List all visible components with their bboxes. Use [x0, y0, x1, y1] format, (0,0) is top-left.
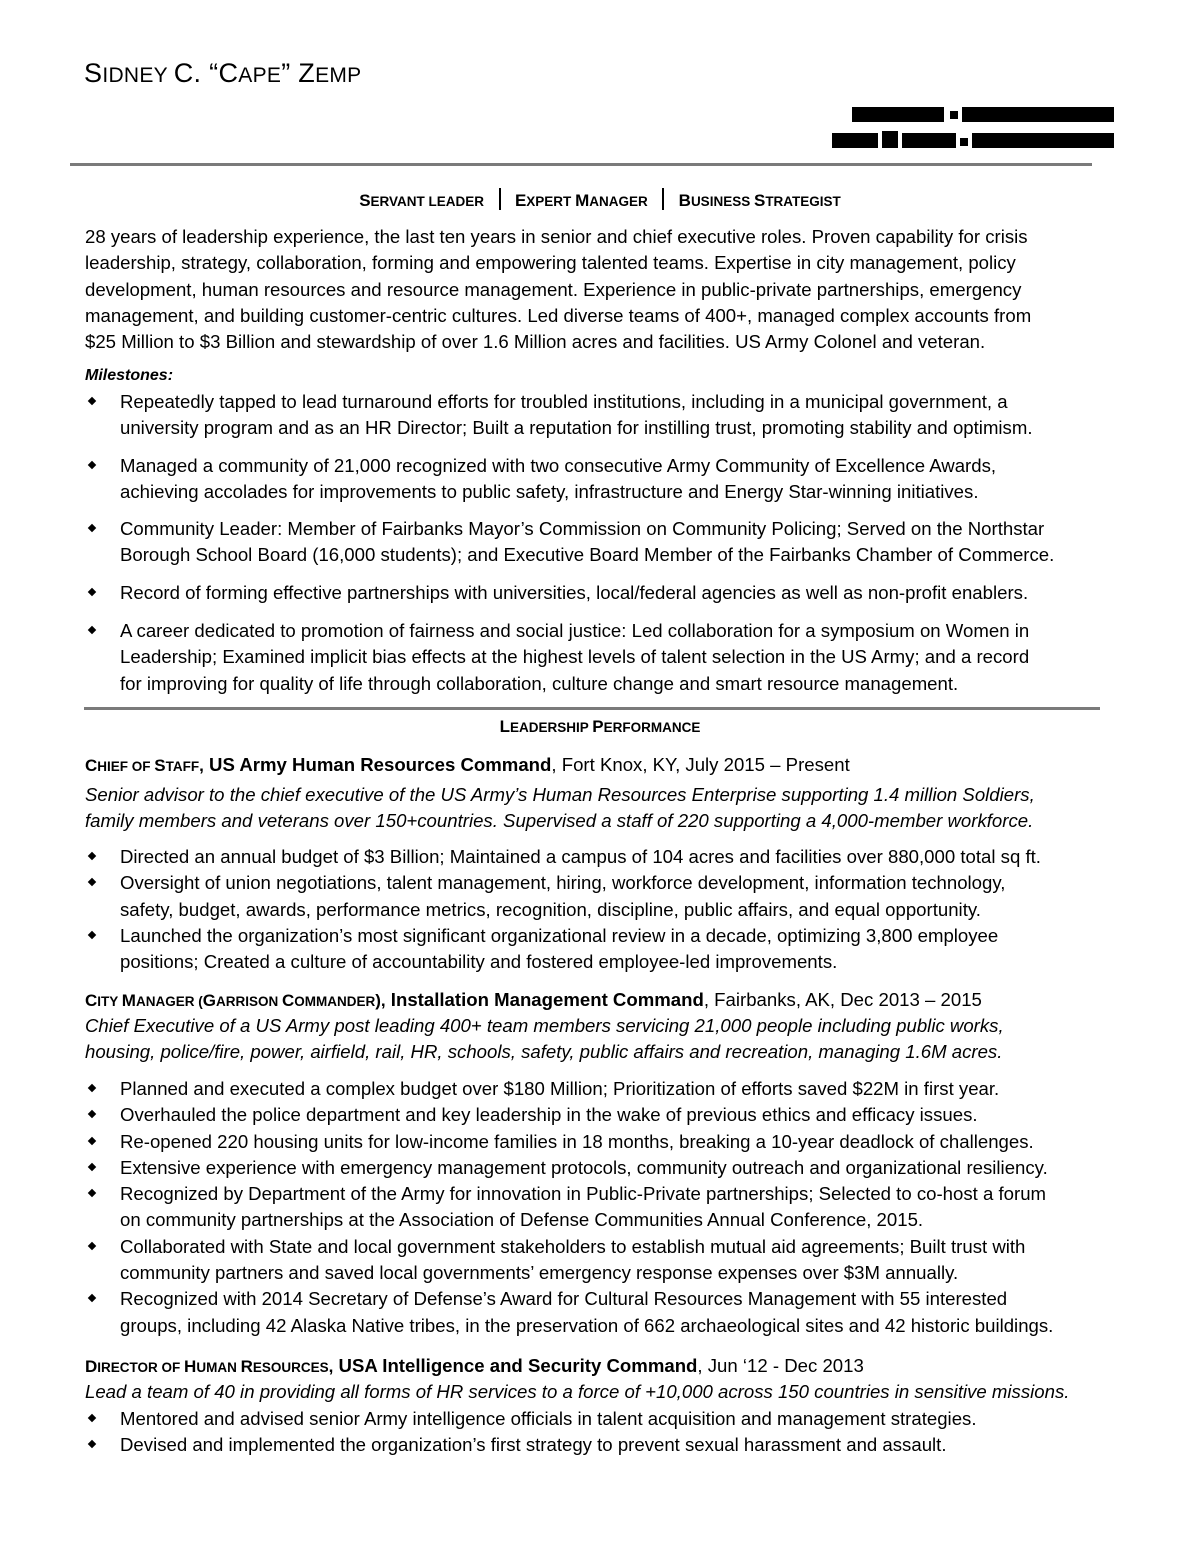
list-item: Recognized by Department of the Army for innovation in Public-Private partnerships; Selected to co-host a forum on community partnerships at the Association of Defense Communities Annual Conference, 2015.: [0, 1181, 1200, 1234]
professional-summary: 28 years of leadership experience, the last ten years in senior and chief executive roles. Proven capability for crisis leadership, strategy, collaboration, forming and empowering talented teams. Expertise in city management, policy development, human resources and resource management. Experience in public-private partnerships, emergency management, and building customer-centric cultures. Led diverse teams of 400+, managed complex accounts from $25 Million to $3 Billion and stewardship of over 1.6 Million acres and facilities. US Army Colonel and veteran.: [85, 226, 1032, 353]
bullet-icon: [88, 931, 96, 939]
list-item: Managed a community of 21,000 recognized with two consecutive Army Community of Excellence Awards, achieving accolades for improvements to public safety, infrastructure and Energy Star-winning initiatives.: [0, 453, 1200, 506]
list-item: Devised and implemented the organization’s first strategy to prevent sexual harassment and assault.: [0, 1432, 1200, 1458]
list-item: Directed an annual budget of $3 Billion; Maintained a campus of 104 acres and facilities over 880,000 total sq ft.: [0, 844, 1200, 870]
section-divider: [84, 707, 1100, 710]
list-item: Extensive experience with emergency management protocols, community outreach and organizational resiliency.: [0, 1155, 1200, 1181]
role-title-chief-of-staff: CHIEF OF STAFF, US Army Human Resources Command, Fort Knox, KY, July 2015 – Present: [85, 754, 850, 775]
list-item: Oversight of union negotiations, talent management, hiring, workforce development, information technology, safety, budget, awards, performance metrics, recognition, discipline, public affairs, and equal opportunity.: [0, 870, 1200, 923]
list-item: Collaborated with State and local government stakeholders to establish mutual aid agreements; Built trust with community partners and saved local governments’ emergency response expenses over $3M annually.: [0, 1234, 1200, 1287]
role-title-city-manager: CITY MANAGER (GARRISON COMMANDER), Installation Management Command, Fairbanks, AK, Dec 2013 – 2015: [85, 989, 982, 1010]
list-item: Recognized with 2014 Secretary of Defense’s Award for Cultural Resources Management with 55 interested groups, including 42 Alaska Native tribes, in the preservation of 662 archaeological sites and 42 historic buildings.: [0, 1286, 1200, 1339]
bullet-icon: [88, 1110, 96, 1118]
list-item: Re-opened 220 housing units for low-income families in 18 months, breaking a 10-year deadlock of challenges.: [0, 1129, 1200, 1155]
tagline-separator: [499, 188, 501, 210]
header-divider: [70, 163, 1092, 166]
list-item: Planned and executed a complex budget over $180 Million; Prioritization of efforts saved $22M in first year.: [0, 1076, 1200, 1102]
bullet-icon: [88, 460, 96, 468]
bullet-icon: [88, 1084, 96, 1092]
role-description: Senior advisor to the chief executive of the US Army’s Human Resources Enterprise supporting 1.4 million Soldiers, family members and veterans over 150+countries. Supervised a staff of 220 supporting a 4,000-member workforce.: [85, 784, 1035, 832]
bullet-icon: [88, 626, 96, 634]
bullet-icon: [88, 1440, 96, 1448]
bullet-icon: [88, 1242, 96, 1250]
list-item: Repeatedly tapped to lead turnaround efforts for troubled institutions, including in a municipal government, a university program and as an HR Director; Built a reputation for instilling trust, promoting stability and optimism.: [0, 389, 1200, 442]
milestones-label: Milestones:: [85, 367, 174, 384]
bullet-icon: [88, 852, 96, 860]
role-title-director-hr: DIRECTOR OF HUMAN RESOURCES, USA Intelligence and Security Command, Jun ‘12 - Dec 2013: [85, 1355, 864, 1376]
role-achievements-list: [0, 844, 1200, 975]
milestones-list: [0, 389, 1200, 697]
bullet-icon: [88, 878, 96, 886]
bullet-icon: [88, 397, 96, 405]
bullet-icon: [88, 1414, 96, 1422]
bullet-icon: [88, 524, 96, 532]
bullet-icon: [88, 1189, 96, 1197]
bullet-icon: [88, 1136, 96, 1144]
list-item: Community Leader: Member of Fairbanks Mayor’s Commission on Community Policing; Served on the Northstar Borough School Board (16,000 students); and Executive Board Member of the Fairbanks Chamber of Commerce.: [0, 516, 1200, 569]
list-item: A career dedicated to promotion of fairness and social justice: Led collaboration for a symposium on Women in Leadership; Examined implicit bias effects at the highest levels of talent selection in the US Army; and a record for improving for quality of life through collaboration, culture change and smart resource management.: [0, 618, 1200, 697]
tagline: SERVANT LEADER EXPERT MANAGER BUSINESS STRATEGIST: [0, 188, 1200, 211]
section-heading-leadership-performance: LEADERSHIP PERFORMANCE: [499, 717, 701, 736]
bullet-icon: [88, 1294, 96, 1302]
list-item: Mentored and advised senior Army intelligence officials in talent acquisition and management strategies.: [0, 1406, 1200, 1432]
list-item: Overhauled the police department and key leadership in the wake of previous ethics and efficacy issues.: [0, 1102, 1200, 1128]
role-achievements-list: [0, 1076, 1200, 1339]
list-item: Launched the organization’s most significant organizational review in a decade, optimizing 3,800 employee positions; Created a culture of accountability and fostered employee-led improvements.: [0, 923, 1200, 976]
list-item: Record of forming effective partnerships with universities, local/federal agencies as well as non-profit enablers.: [0, 580, 1200, 606]
role-description: Chief Executive of a US Army post leading 400+ team members servicing 21,000 people including public works, housing, police/fire, power, airfield, rail, HR, schools, safety, public affairs and recreation, managing 1.6M acres.: [85, 1015, 1004, 1063]
bullet-icon: [88, 588, 96, 596]
tagline-separator: [662, 188, 664, 210]
candidate-name: SIDNEY C. “CAPE” ZEMP: [84, 58, 362, 88]
bullet-icon: [88, 1163, 96, 1171]
role-description: Lead a team of 40 in providing all forms of HR services to a force of +10,000 across 150 countries in sensitive missions.: [85, 1381, 1070, 1402]
role-achievements-list: [0, 1406, 1200, 1459]
